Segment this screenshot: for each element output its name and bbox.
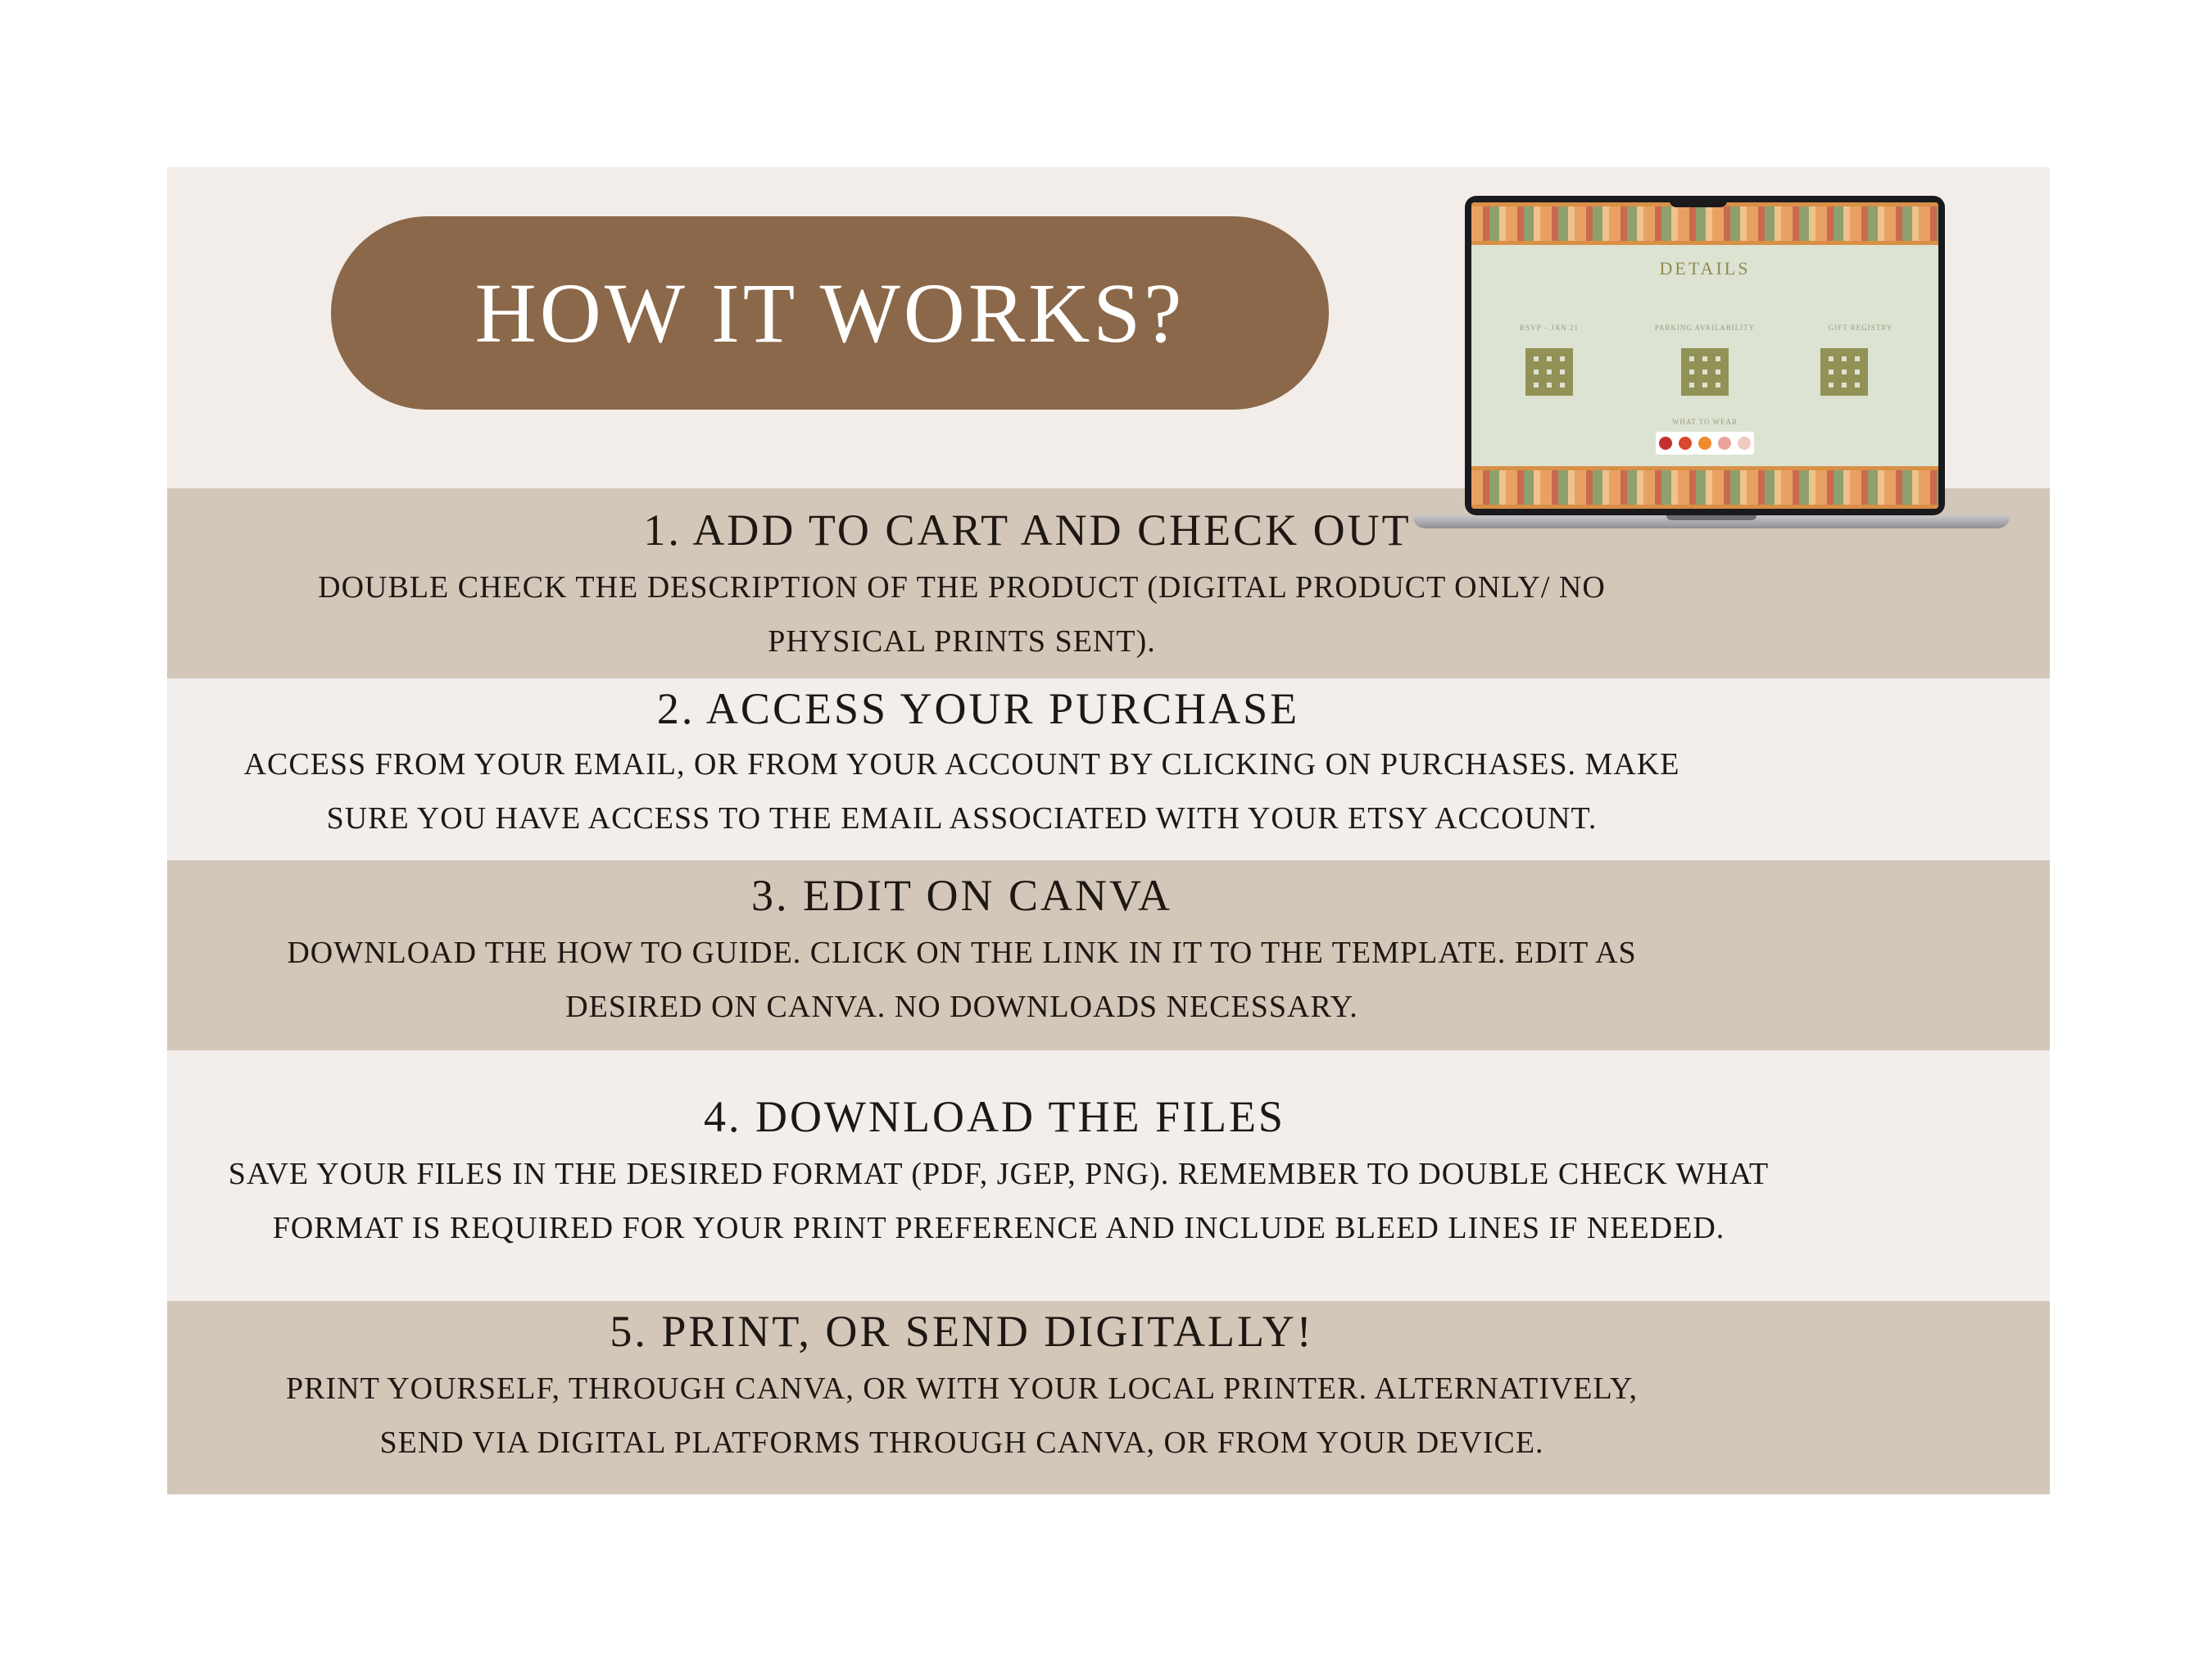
floral-border-bottom: [1471, 466, 1938, 509]
step-3-text-line-2: DESIRED ON CANVA. NO DOWNLOADS NECESSARY.: [565, 990, 1358, 1024]
step-3-text-line-1: DOWNLOAD THE HOW TO GUIDE. CLICK ON THE LINK IN IT TO THE TEMPLATE. EDIT AS: [287, 936, 1637, 970]
screen-title: DETAILS: [1659, 258, 1751, 279]
what-to-wear-label: WHAT TO WEAR: [1671, 418, 1738, 426]
step-4-text-line-2: FORMAT IS REQUIRED FOR YOUR PRINT PREFERENCE AND INCLUDE BLEED LINES IF NEEDED.: [272, 1211, 1725, 1245]
step-1-text-line-2: PHYSICAL PRINTS SENT).: [768, 624, 1156, 659]
color-swatch-2: [1679, 437, 1692, 450]
rsvp-qr-icon: [1525, 348, 1573, 396]
step-4-text-line-1: SAVE YOUR FILES IN THE DESIRED FORMAT (PDF, JGEP, PNG). REMEMBER TO DOUBLE CHECK WHAT: [228, 1157, 1770, 1191]
color-swatch-5: [1738, 437, 1751, 450]
step-5-text-line-1: PRINT YOURSELF, THROUGH CANVA, OR WITH YOUR LOCAL PRINTER. ALTERNATIVELY,: [286, 1371, 1638, 1406]
header-pill: [331, 216, 1329, 410]
laptop-base-groove: [1666, 515, 1756, 520]
color-swatch-1: [1659, 437, 1672, 450]
step-5-text-line-2: SEND VIA DIGITAL PLATFORMS THROUGH CANVA, OR FROM YOUR DEVICE.: [379, 1426, 1544, 1460]
rsvp-label: RSVP – JAN 21: [1520, 324, 1579, 332]
laptop-mockup: [1412, 196, 2010, 548]
page-title: HOW IT WORKS?: [474, 265, 1185, 360]
how-it-works-card: [167, 167, 2050, 1494]
camera-notch: [1670, 196, 1727, 207]
step-2-text-line-1: ACCESS FROM YOUR EMAIL, OR FROM YOUR ACCOUNT BY CLICKING ON PURCHASES. MAKE: [243, 747, 1680, 782]
gift-registry-qr-icon: [1820, 348, 1868, 396]
step-4-title: 4. DOWNLOAD THE FILES: [704, 1092, 1285, 1141]
step-2-band: [167, 678, 2050, 860]
step-3-band: [167, 860, 2050, 1050]
step-5-title: 5. PRINT, OR SEND DIGITALLY!: [610, 1307, 1314, 1356]
color-swatch-4: [1718, 437, 1731, 450]
step-2-text-line-2: SURE YOU HAVE ACCESS TO THE EMAIL ASSOCIATED WITH YOUR ETSY ACCOUNT.: [326, 801, 1598, 836]
step-1-text-line-1: DOUBLE CHECK THE DESCRIPTION OF THE PRODUCT (DIGITAL PRODUCT ONLY/ NO: [318, 570, 1606, 605]
floral-border-top: [1471, 202, 1938, 245]
gift-registry-label: GIFT REGISTRY: [1828, 324, 1893, 332]
step-3-title: 3. EDIT ON CANVA: [750, 871, 1172, 920]
laptop-screen: [1471, 202, 1938, 509]
step-2-title: 2. ACCESS YOUR PURCHASE: [656, 684, 1300, 733]
step-4-band: [167, 1050, 2050, 1301]
color-swatch-3: [1698, 437, 1711, 450]
parking-label: PARKING AVAILABILITY: [1654, 324, 1756, 332]
step-1-title: 1. ADD TO CART AND CHECK OUT: [643, 505, 1412, 555]
step-5-band: [167, 1301, 2050, 1494]
color-swatch-palette: [1656, 432, 1754, 455]
parking-qr-icon: [1681, 348, 1729, 396]
laptop-screen-frame: [1465, 196, 1945, 515]
